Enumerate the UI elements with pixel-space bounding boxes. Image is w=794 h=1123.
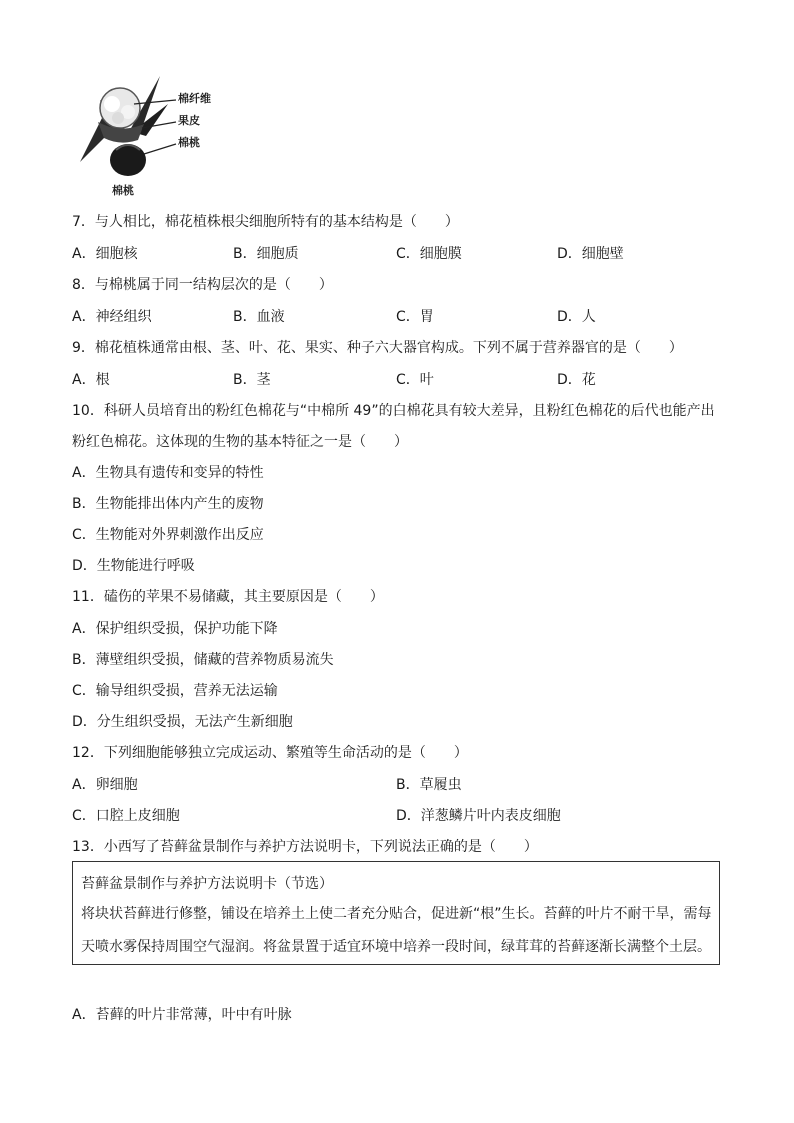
question-7-option-b[interactable]: B．细胞质 (233, 246, 299, 262)
question-11-stem: 11．磕伤的苹果不易储藏，其主要原因是（ ） (72, 589, 384, 605)
question-7-option-c[interactable]: C．细胞膜 (396, 246, 462, 262)
question-10-stem-line1: 10．科研人员培育出的粉红色棉花与“中棉所 49”的白棉花具有较大差异，且粉红色棉花的后代也能产出 (72, 403, 715, 419)
figure-label-peel: 果皮 (178, 114, 200, 127)
figure-label-fiber: 棉纤维 (178, 92, 211, 105)
question-9-option-d[interactable]: D．花 (557, 372, 596, 388)
question-8-stem: 8．与棉桃属于同一结构层次的是（ ） (72, 277, 333, 293)
question-10-option-b[interactable]: B．生物能排出体内产生的废物 (72, 496, 264, 512)
question-7-option-a[interactable]: A．细胞核 (72, 246, 138, 262)
question-9-stem: 9．棉花植株通常由根、茎、叶、花、果实、种子六大器官构成。下列不属于营养器官的是（ ） (72, 340, 683, 356)
question-8-option-a[interactable]: A．神经组织 (72, 309, 152, 325)
question-12-option-b[interactable]: B．草履虫 (396, 777, 462, 793)
question-12-option-c[interactable]: C．口腔上皮细胞 (72, 808, 180, 824)
question-9-option-c[interactable]: C．叶 (396, 372, 434, 388)
question-12-stem: 12．下列细胞能够独立完成运动、繁殖等生命活动的是（ ） (72, 745, 468, 761)
cotton-boll-figure (72, 70, 232, 198)
question-10-stem-line2: 粉红色棉花。这体现的生物的基本特征之一是（ ） (72, 434, 408, 450)
question-10-option-a[interactable]: A．生物具有遗传和变异的特性 (72, 465, 264, 481)
instruction-card-line-2: 天喷水雾保持周围空气湿润。将盆景置于适宜环境中培养一段时间，绿茸茸的苔藓逐渐长满整个土层。 (81, 939, 711, 955)
instruction-card-box (72, 861, 720, 965)
question-9-option-b[interactable]: B．茎 (233, 372, 271, 388)
figure-caption: 棉桃 (112, 184, 134, 197)
question-12-option-a[interactable]: A．卵细胞 (72, 777, 138, 793)
question-9-option-a[interactable]: A．根 (72, 372, 110, 388)
question-12-option-d[interactable]: D．洋葱鳞片叶内表皮细胞 (396, 808, 561, 824)
instruction-card-line-1: 将块状苔藓进行修整，铺设在培养土上使二者充分贴合，促进新“根”生长。苔藓的叶片不耐干旱，需每 (81, 906, 712, 922)
question-13-stem: 13．小西写了苔藓盆景制作与养护方法说明卡，下列说法正确的是（ ） (72, 839, 538, 855)
question-10-option-c[interactable]: C．生物能对外界刺激作出反应 (72, 527, 264, 543)
question-11-option-d[interactable]: D．分生组织受损，无法产生新细胞 (72, 714, 293, 730)
question-11-option-a[interactable]: A．保护组织受损，保护功能下降 (72, 621, 278, 637)
question-11-option-b[interactable]: B．薄壁组织受损，储藏的营养物质易流失 (72, 652, 334, 668)
figure-label-boll: 棉桃 (178, 136, 200, 149)
question-7-option-d[interactable]: D．细胞壁 (557, 246, 624, 262)
question-8-option-b[interactable]: B．血液 (233, 309, 285, 325)
question-13-option-a[interactable]: A．苔藓的叶片非常薄，叶中有叶脉 (72, 1007, 292, 1023)
question-8-option-c[interactable]: C．胃 (396, 309, 434, 325)
question-10-option-d[interactable]: D．生物能进行呼吸 (72, 558, 195, 574)
question-7-stem: 7．与人相比，棉花植株根尖细胞所特有的基本结构是（ ） (72, 214, 459, 230)
question-11-option-c[interactable]: C．输导组织受损，营养无法运输 (72, 683, 278, 699)
question-8-option-d[interactable]: D．人 (557, 309, 596, 325)
instruction-card-title: 苔藓盆景制作与养护方法说明卡（节选） (81, 876, 333, 892)
